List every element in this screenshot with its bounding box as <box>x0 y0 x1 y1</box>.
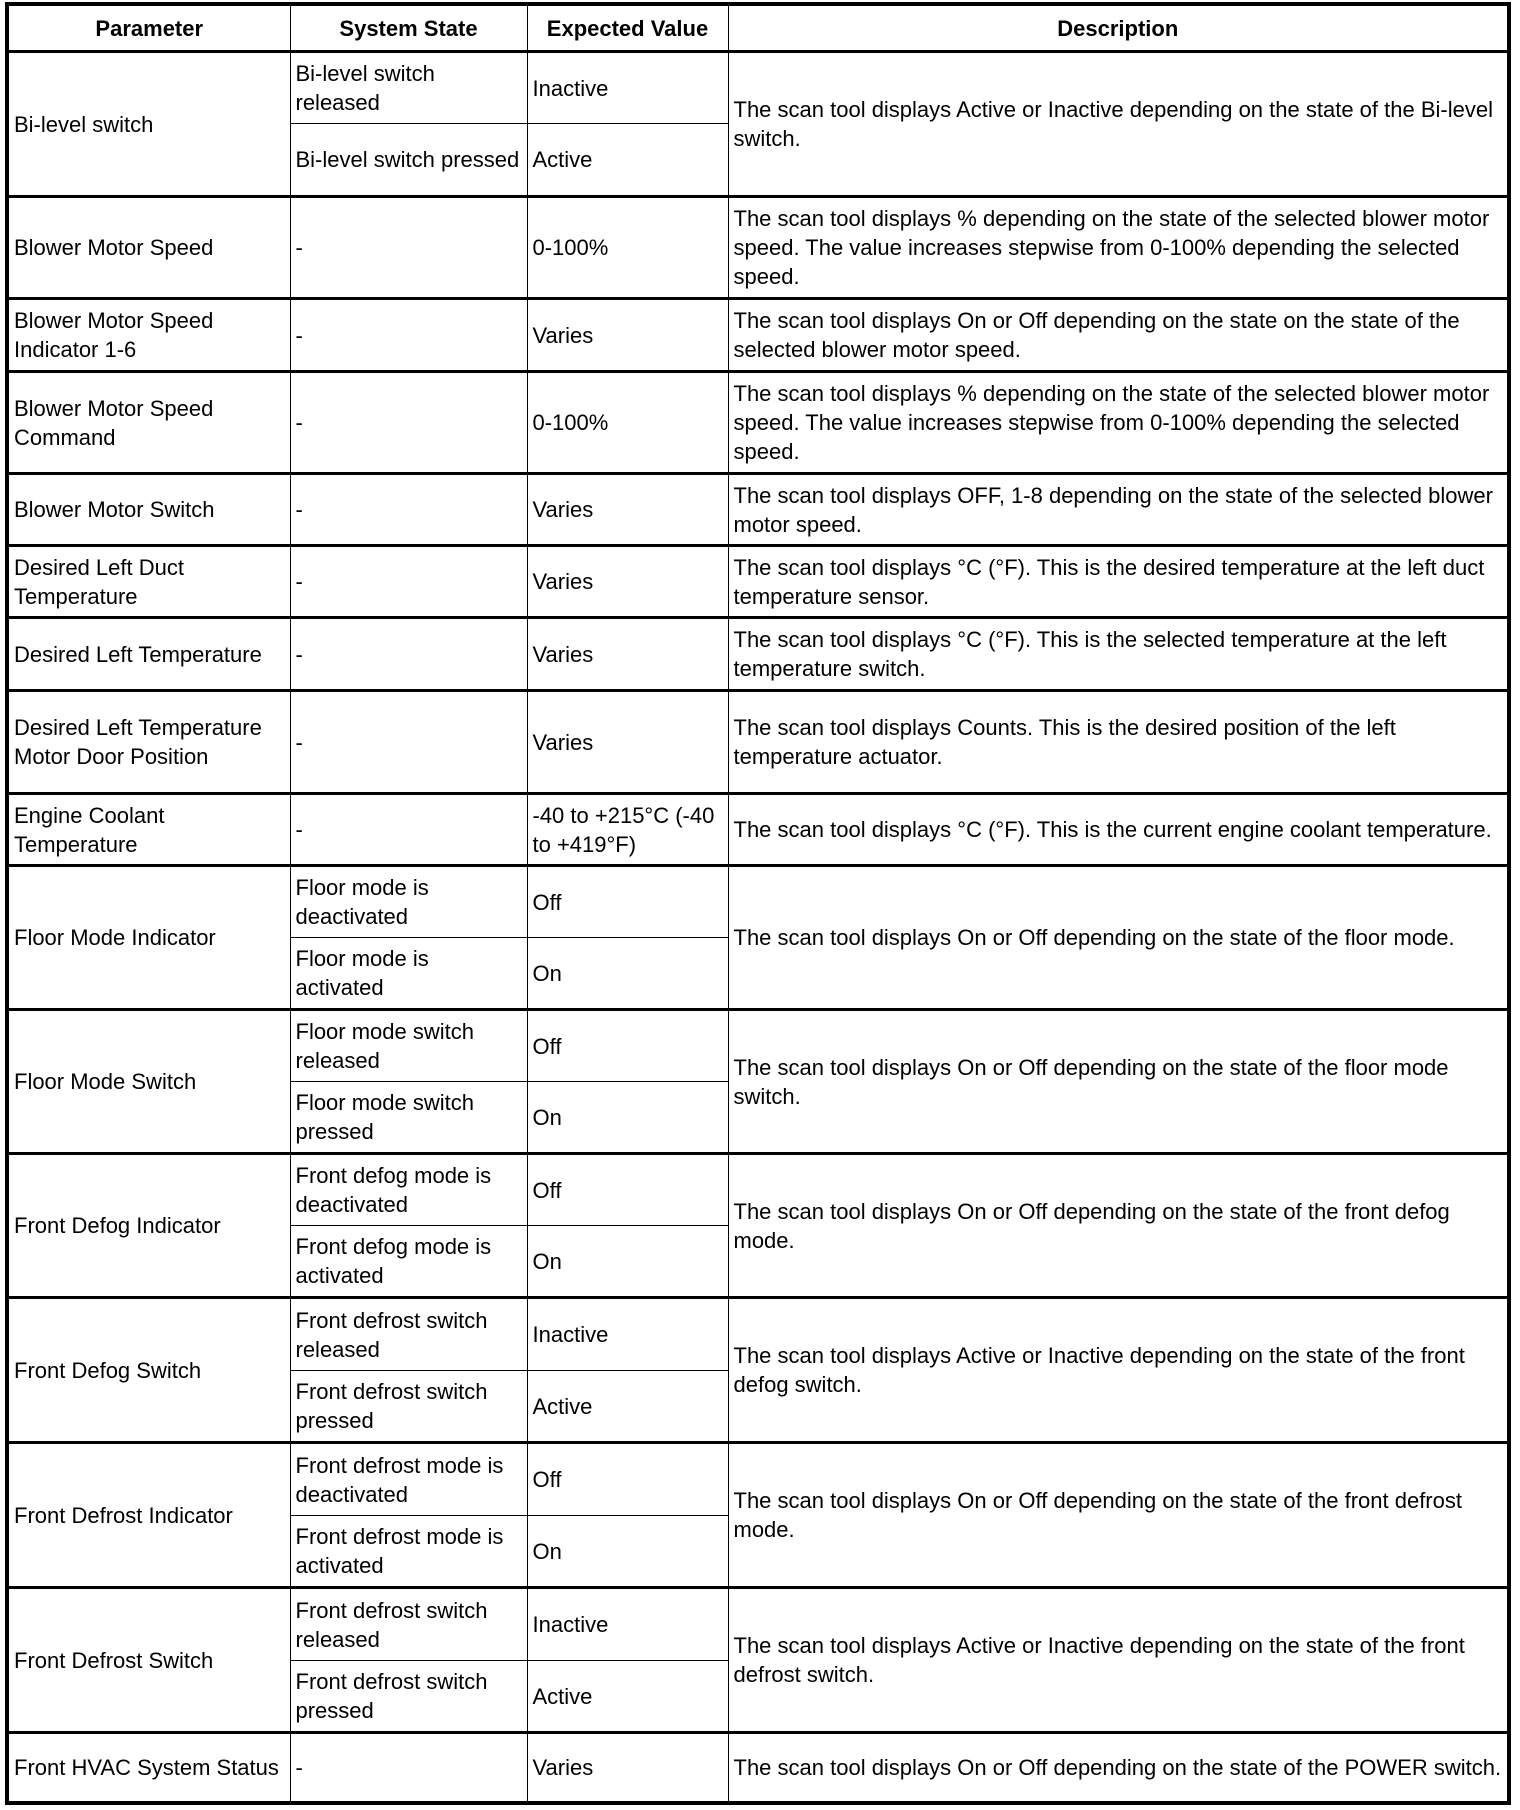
system-state-cell: - <box>290 794 527 866</box>
system-state-cell: Front defrost switch released <box>290 1298 527 1371</box>
table-row <box>7 52 1509 124</box>
header-system-state: System State <box>290 4 527 52</box>
expected-value-cell: Active <box>527 1661 728 1733</box>
expected-value-cell: Inactive <box>527 52 728 124</box>
description-cell: The scan tool displays °C (°F). This is the selected temperature at the left temperature switch. <box>728 618 1509 691</box>
description-cell: The scan tool displays °C (°F). This is the desired temperature at the left duct temperature sensor. <box>728 546 1509 618</box>
table-row <box>7 794 1509 866</box>
header-parameter: Parameter <box>7 4 290 52</box>
scan-tool-data-table <box>5 2 1511 1805</box>
expected-value-cell: Off <box>527 1154 728 1226</box>
description-cell: The scan tool displays Active or Inactive depending on the state of the front defrost switch. <box>728 1588 1509 1733</box>
table-row <box>7 1298 1509 1371</box>
parameter-cell: Desired Left Duct Temperature <box>7 546 290 618</box>
expected-value-cell: On <box>527 1082 728 1154</box>
parameter-cell: Bi-level switch <box>7 52 290 197</box>
system-state-cell: Bi-level switch released <box>290 52 527 124</box>
table-row <box>7 197 1509 299</box>
parameter-cell: Front Defog Switch <box>7 1298 290 1443</box>
parameter-cell: Desired Left Temperature <box>7 618 290 691</box>
description-cell: The scan tool displays °C (°F). This is the current engine coolant temperature. <box>728 794 1509 866</box>
parameter-cell: Floor Mode Switch <box>7 1010 290 1154</box>
expected-value-cell: Varies <box>527 618 728 691</box>
expected-value-cell: On <box>527 1516 728 1588</box>
expected-value-cell: Inactive <box>527 1298 728 1371</box>
parameter-cell: Front Defrost Switch <box>7 1588 290 1733</box>
parameter-cell: Front Defog Indicator <box>7 1154 290 1298</box>
parameter-cell: Blower Motor Speed Indicator 1-6 <box>7 299 290 372</box>
expected-value-cell: Varies <box>527 299 728 372</box>
expected-value-cell: Off <box>527 1010 728 1082</box>
system-state-cell: - <box>290 546 527 618</box>
system-state-cell: - <box>290 474 527 546</box>
system-state-cell: Front defrost switch pressed <box>290 1661 527 1733</box>
system-state-cell: Front defrost mode is deactivated <box>290 1443 527 1516</box>
table-row <box>7 1010 1509 1082</box>
table-header-row <box>7 4 1509 52</box>
description-cell: The scan tool displays Active or Inactive depending on the state of the Bi-level switch. <box>728 52 1509 197</box>
expected-value-cell: On <box>527 1226 728 1298</box>
table-row <box>7 546 1509 618</box>
table-row <box>7 1443 1509 1516</box>
parameter-cell: Front HVAC System Status <box>7 1733 290 1803</box>
system-state-cell: Floor mode switch released <box>290 1010 527 1082</box>
table-row <box>7 866 1509 938</box>
parameter-cell: Blower Motor Switch <box>7 474 290 546</box>
description-cell: The scan tool displays Active or Inactive depending on the state of the front defog switch. <box>728 1298 1509 1443</box>
table-row <box>7 618 1509 691</box>
description-cell: The scan tool displays OFF, 1-8 depending on the state of the selected blower motor speed. <box>728 474 1509 546</box>
parameter-cell: Front Defrost Indicator <box>7 1443 290 1588</box>
table-row <box>7 1154 1509 1226</box>
table-row <box>7 474 1509 546</box>
system-state-cell: - <box>290 691 527 794</box>
system-state-cell: Floor mode is activated <box>290 938 527 1010</box>
expected-value-cell: Inactive <box>527 1588 728 1661</box>
description-cell: The scan tool displays On or Off depending on the state of the front defrost mode. <box>728 1443 1509 1588</box>
header-expected-value: Expected Value <box>527 4 728 52</box>
system-state-cell: - <box>290 197 527 299</box>
system-state-cell: Front defrost switch pressed <box>290 1371 527 1443</box>
parameter-cell: Engine Coolant Temperature <box>7 794 290 866</box>
system-state-cell: Floor mode is deactivated <box>290 866 527 938</box>
parameter-cell: Blower Motor Speed Command <box>7 372 290 474</box>
expected-value-cell: 0-100% <box>527 372 728 474</box>
table-row <box>7 1588 1509 1661</box>
system-state-cell: Front defrost mode is activated <box>290 1516 527 1588</box>
header-description: Description <box>728 4 1509 52</box>
expected-value-cell: Varies <box>527 474 728 546</box>
table-row <box>7 691 1509 794</box>
system-state-cell: Floor mode switch pressed <box>290 1082 527 1154</box>
description-cell: The scan tool displays % depending on the state of the selected blower motor speed. The value increases stepwise from 0-100% depending the selected speed. <box>728 197 1509 299</box>
parameter-cell: Desired Left Temperature Motor Door Position <box>7 691 290 794</box>
table-row <box>7 372 1509 474</box>
system-state-cell: - <box>290 1733 527 1803</box>
description-cell: The scan tool displays On or Off depending on the state on the state of the selected blower motor speed. <box>728 299 1509 372</box>
parameter-cell: Blower Motor Speed <box>7 197 290 299</box>
description-cell: The scan tool displays Counts. This is the desired position of the left temperature actuator. <box>728 691 1509 794</box>
system-state-cell: Bi-level switch pressed <box>290 124 527 197</box>
system-state-cell: - <box>290 299 527 372</box>
table-row <box>7 1733 1509 1803</box>
expected-value-cell: Varies <box>527 1733 728 1803</box>
system-state-cell: - <box>290 618 527 691</box>
description-cell: The scan tool displays On or Off depending on the state of the POWER switch. <box>728 1733 1509 1803</box>
expected-value-cell: 0-100% <box>527 197 728 299</box>
system-state-cell: Front defog mode is deactivated <box>290 1154 527 1226</box>
expected-value-cell: Off <box>527 1443 728 1516</box>
system-state-cell: Front defrost switch released <box>290 1588 527 1661</box>
expected-value-cell: Off <box>527 866 728 938</box>
description-cell: The scan tool displays On or Off depending on the state of the floor mode. <box>728 866 1509 1010</box>
table-row <box>7 299 1509 372</box>
system-state-cell: Front defog mode is activated <box>290 1226 527 1298</box>
expected-value-cell: Varies <box>527 691 728 794</box>
system-state-cell: - <box>290 372 527 474</box>
expected-value-cell: Varies <box>527 546 728 618</box>
description-cell: The scan tool displays On or Off depending on the state of the floor mode switch. <box>728 1010 1509 1154</box>
parameter-cell: Floor Mode Indicator <box>7 866 290 1010</box>
expected-value-cell: Active <box>527 1371 728 1443</box>
description-cell: The scan tool displays On or Off depending on the state of the front defog mode. <box>728 1154 1509 1298</box>
expected-value-cell: -40 to +215°C (-40 to +419°F) <box>527 794 728 866</box>
expected-value-cell: Active <box>527 124 728 197</box>
description-cell: The scan tool displays % depending on the state of the selected blower motor speed. The value increases stepwise from 0-100% depending the selected speed. <box>728 372 1509 474</box>
expected-value-cell: On <box>527 938 728 1010</box>
